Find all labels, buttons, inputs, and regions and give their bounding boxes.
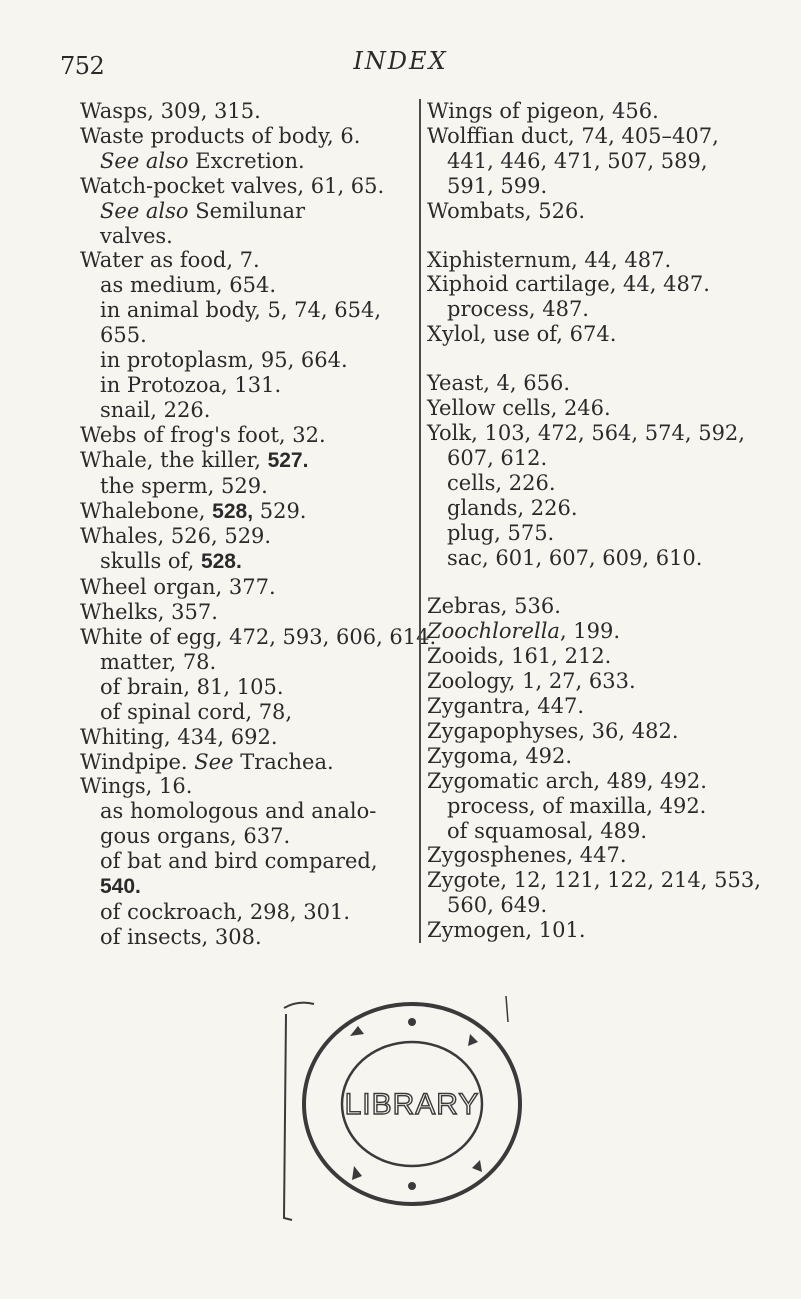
entry-text: Zygoma, 492. <box>427 743 573 768</box>
index-subentry <box>427 149 801 174</box>
entry-text: in protoplasm, 95, 664. <box>100 348 348 373</box>
entry-text: Zygapophyses, 36, 482. <box>427 718 679 743</box>
index-subentry <box>80 348 395 373</box>
entry-text: 527. <box>267 448 309 472</box>
index-subentry <box>80 650 395 675</box>
entry-text: process, of maxilla, 492. <box>447 793 707 818</box>
entry-text: 591, 599. <box>447 173 548 198</box>
entry-text: 528. <box>200 550 242 574</box>
index-entry <box>80 600 395 625</box>
index-subentry <box>427 521 801 546</box>
index-entry <box>427 694 801 719</box>
entry-text: of brain, 81, 105. <box>100 674 284 699</box>
entry-text: Watch-pocket valves, 61, 65. <box>80 173 385 198</box>
entry-text: Windpipe. <box>80 749 195 774</box>
index-entry <box>427 868 801 893</box>
index-subentry <box>80 549 395 575</box>
index-subentry <box>80 298 395 323</box>
entry-text: of squamosal, 489. <box>447 818 648 843</box>
entry-text: See <box>194 749 234 774</box>
entry-text: matter, 78. <box>100 649 217 674</box>
entry-text: plug, 575. <box>447 520 555 545</box>
index-subentry <box>80 849 395 874</box>
index-entry <box>80 750 395 775</box>
entry-text: of cockroach, 298, 301. <box>100 900 351 924</box>
index-subentry <box>80 874 395 900</box>
index-entry <box>427 843 801 868</box>
index-entry <box>427 248 801 273</box>
entry-text: Zoology, 1, 27, 633. <box>427 669 636 694</box>
index-subentry <box>80 824 395 849</box>
entry-text: Webs of frog's foot, 32. <box>80 422 326 447</box>
entry-text: as medium, 654. <box>100 273 277 298</box>
entry-text: snail, 226. <box>100 397 211 422</box>
index-entry <box>427 199 801 224</box>
entry-text: 560, 649. <box>447 893 548 918</box>
index-subentry <box>427 546 801 571</box>
entry-text: Wombats, 526. <box>427 198 586 223</box>
entry-text: 655. <box>100 323 147 348</box>
index-subentry <box>427 174 801 199</box>
entry-text: skulls of, <box>100 549 201 574</box>
index-subentry <box>80 273 395 298</box>
index-subentry <box>80 700 395 725</box>
index-entry <box>427 322 801 347</box>
entry-text: the sperm, 529. <box>100 473 268 498</box>
stamp-text: LIBRARY <box>344 1088 480 1121</box>
entry-text: glands, 226. <box>447 495 578 520</box>
entry-text: Zygote, 12, 121, 122, 214, 553, <box>427 868 761 893</box>
index-entry <box>80 423 395 448</box>
index-entry <box>427 594 801 619</box>
index-entry <box>80 524 395 549</box>
entry-text: Wolffian duct, 74, 405–407, <box>427 123 719 148</box>
entry-text: Whelks, 357. <box>80 600 218 625</box>
entry-text: 528, <box>212 499 254 523</box>
index-entry <box>427 769 801 794</box>
running-head: INDEX <box>353 47 448 75</box>
entry-text: as homologous and analo- <box>100 799 377 824</box>
entry-text: White of egg, 472, 593, 606, 614. <box>80 625 437 650</box>
index-subentry <box>80 149 395 174</box>
entry-text: of spinal cord, 78, <box>100 699 293 724</box>
entry-text: Waste products of body, 6. <box>80 123 361 148</box>
entry-text: Zooids, 161, 212. <box>427 644 612 669</box>
index-subentry <box>80 799 395 824</box>
entry-text: Whale, the killer, <box>80 447 268 472</box>
entry-text: Yellow cells, 246. <box>427 396 611 421</box>
entry-text: Xiphoid cartilage, 44, 487. <box>427 272 710 297</box>
entry-text: gous organs, 637. <box>100 824 291 849</box>
index-entry <box>427 719 801 744</box>
index-subentry <box>80 323 395 348</box>
index-subentry <box>427 794 801 819</box>
entry-text: See also <box>100 198 189 223</box>
entry-text: Wheel organ, 377. <box>80 575 276 600</box>
index-entry <box>427 644 801 669</box>
index-entry <box>80 499 395 525</box>
index-entry <box>427 124 801 149</box>
index-entry <box>80 774 395 799</box>
index-entry <box>80 448 395 474</box>
index-entry <box>80 248 395 273</box>
index-subentry <box>80 373 395 398</box>
index-entry <box>427 371 801 396</box>
entry-text: Xiphisternum, 44, 487. <box>427 247 672 272</box>
index-subentry <box>427 496 801 521</box>
entry-text: valves. <box>100 223 173 248</box>
entry-text: Wings of pigeon, 456. <box>427 99 659 123</box>
index-entry <box>80 575 395 600</box>
entry-text: in Protozoa, 131. <box>100 372 282 397</box>
entry-text: 607, 612. <box>447 445 548 470</box>
index-subentry <box>427 297 801 322</box>
index-entry <box>80 625 437 650</box>
index-subentry <box>80 900 395 925</box>
entry-text: Excretion. <box>188 148 305 173</box>
index-entry <box>427 421 801 446</box>
index-entry <box>80 174 395 199</box>
entry-text: Yeast, 4, 656. <box>427 371 571 396</box>
entry-text: of insects, 308. <box>100 924 262 949</box>
index-entry <box>427 99 801 124</box>
entry-text: process, 487. <box>447 297 589 322</box>
entry-text: 529. <box>253 498 307 523</box>
index-subentry <box>80 675 395 700</box>
entry-text: Trachea. <box>233 749 334 774</box>
entry-text: cells, 226. <box>447 470 556 495</box>
index-entry <box>427 669 801 694</box>
entry-text: Whiting, 434, 692. <box>80 724 278 749</box>
page-number: 752 <box>60 52 105 80</box>
entry-text: Zygomatic arch, 489, 492. <box>427 768 707 793</box>
entry-text: 441, 446, 471, 507, 589, <box>447 148 708 173</box>
index-entry <box>80 99 395 124</box>
entry-text: sac, 601, 607, 609, 610. <box>447 545 703 570</box>
entry-text: Zoochlorella <box>427 619 560 644</box>
entry-text: Xylol, use of, 674. <box>427 322 617 347</box>
entry-text: Whalebone, <box>80 498 213 523</box>
library-stamp <box>280 996 540 1226</box>
index-subentry <box>427 471 801 496</box>
index-subentry <box>80 199 395 224</box>
index-entry <box>427 619 801 644</box>
entry-text: Semilunar <box>188 198 306 223</box>
index-subentry <box>80 398 395 423</box>
entry-text: Zygantra, 447. <box>427 694 585 719</box>
index-entry <box>427 272 801 297</box>
entry-text: Zymogen, 101. <box>427 918 586 943</box>
entry-text: Water as food, 7. <box>80 248 260 273</box>
entry-text: Wasps, 309, 315. <box>80 99 261 123</box>
entry-text: 540. <box>100 875 141 899</box>
index-subentry <box>427 893 801 918</box>
entry-text: Whales, 526, 529. <box>80 524 272 549</box>
index-entry <box>427 396 801 421</box>
entry-text: Zebras, 536. <box>427 594 561 619</box>
index-entry <box>80 725 395 750</box>
index-entry <box>427 918 801 943</box>
index-entry <box>80 124 395 149</box>
entry-text: Yolk, 103, 472, 564, 574, 592, <box>427 420 745 445</box>
entry-text: Wings, 16. <box>80 774 193 799</box>
index-entry <box>427 744 801 769</box>
entry-text: Zygosphenes, 447. <box>427 843 627 868</box>
index-subentry <box>427 446 801 471</box>
entry-text: See also <box>100 148 189 173</box>
index-column-right <box>419 99 801 943</box>
index-subentry <box>80 224 395 249</box>
entry-text: , 199. <box>559 619 621 644</box>
index-column-left <box>80 99 437 950</box>
entry-text: in animal body, 5, 74, 654, <box>100 298 381 323</box>
entry-text: of bat and bird compared, <box>100 849 378 874</box>
index-subentry <box>80 474 395 499</box>
index-subentry <box>427 819 801 844</box>
index-subentry <box>80 925 395 950</box>
